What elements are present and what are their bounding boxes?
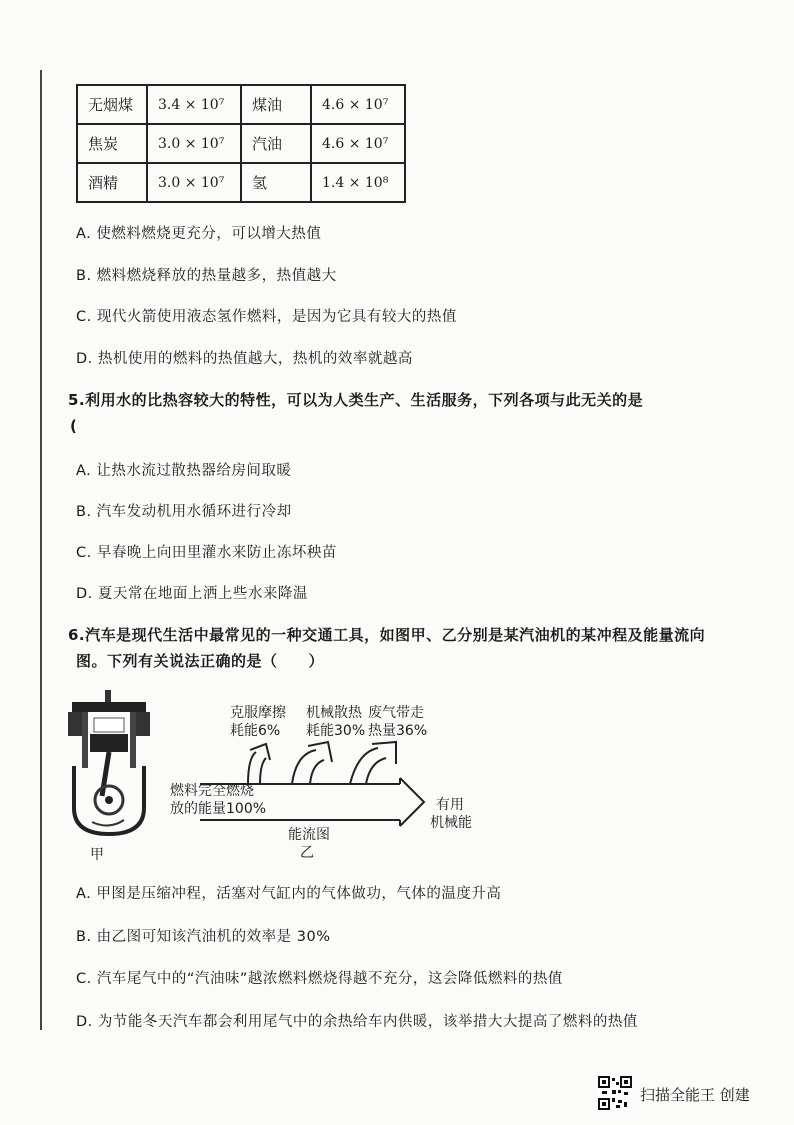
q6-option-b: B. 由乙图可知该汽油机的效率是 30% — [76, 929, 331, 945]
table-row — [77, 163, 405, 202]
heat-value: 3.0 × 10⁷ — [147, 163, 241, 202]
fuel-name: 无烟煤 — [77, 85, 147, 124]
q5-stem-cont: ( — [70, 417, 78, 435]
fuel-name: 汽油 — [241, 124, 311, 163]
q5-option-a: A. 让热水流过散热器给房间取暖 — [76, 463, 292, 479]
figure-yi-label: 乙 — [300, 845, 314, 861]
input-energy-label: 燃料完全燃烧 — [170, 783, 254, 799]
q4-option-d: D. 热机使用的燃料的热值越大，热机的效率就越高 — [76, 351, 413, 367]
q4-option-a: A. 使燃料燃烧更充分，可以增大热值 — [76, 226, 322, 242]
fuel-name: 焦炭 — [77, 124, 147, 163]
heat-value: 3.4 × 10⁷ — [147, 85, 241, 124]
heat-value: 4.6 × 10⁷ — [311, 124, 405, 163]
q5-stem: 5.利用水的比热容较大的特性，可以为人类生产、生活服务，下列各项与此无关的是 — [68, 391, 644, 409]
loss-mechanical-heat-label: 机械散热 — [306, 705, 362, 721]
figure-jia-label: 甲 — [90, 847, 104, 863]
q4-option-b: B. 燃料燃烧释放的热量越多，热值越大 — [76, 268, 337, 284]
fuel-heat-value-table — [76, 84, 406, 203]
table-row — [77, 85, 405, 124]
fuel-name: 酒精 — [77, 163, 147, 202]
figure-caption: 能流图 — [288, 827, 330, 843]
q6-option-d: D. 为节能冬天汽车都会利用尾气中的余热给车内供暖，该举措大大提高了燃料的热值 — [76, 1014, 638, 1030]
q5-option-c: C. 早春晚上向田里灌水来防止冻坏秧苗 — [76, 545, 337, 561]
spark-plug-icon — [105, 690, 111, 704]
loss-exhaust-label: 废气带走 — [368, 705, 424, 721]
q4-option-c: C. 现代火箭使用液态氢作燃料，是因为它具有较大的热值 — [76, 309, 457, 325]
scanner-watermark-text: 扫描全能王 创建 — [640, 1086, 750, 1104]
engine-cylinder-diagram — [64, 688, 154, 838]
output-mechanical-label: 机械能 — [430, 815, 472, 831]
input-energy-percent: 放的能量100% — [170, 801, 267, 817]
fuel-name: 煤油 — [241, 85, 311, 124]
q6-option-a: A. 甲图是压缩冲程，活塞对气缸内的气体做功，气体的温度升高 — [76, 886, 502, 902]
loss-friction-label: 克服摩擦 — [230, 705, 286, 721]
margin-line — [40, 70, 42, 1030]
q6-stem-cont: 图。下列有关说法正确的是（ ） — [76, 652, 325, 670]
heat-value: 4.6 × 10⁷ — [311, 85, 405, 124]
loss-friction-percent: 耗能6% — [230, 723, 281, 739]
heat-value: 1.4 × 10⁸ — [311, 163, 405, 202]
loss-mechanical-heat-percent: 耗能30% — [306, 723, 366, 739]
fuel-name: 氢 — [241, 163, 311, 202]
loss-exhaust-percent: 热量36% — [368, 723, 428, 739]
q6-stem: 6.汽车是现代生活中最常见的一种交通工具，如图甲、乙分别是某汽油机的某冲程及能量流向 — [68, 626, 706, 644]
piston-icon — [90, 734, 128, 752]
output-useful-label: 有用 — [436, 797, 464, 813]
q6-option-c: C. 汽车尾气中的“汽油味”越浓燃料燃烧得越不充分，这会降低燃料的热值 — [76, 971, 563, 987]
q5-option-d: D. 夏天常在地面上洒上些水来降温 — [76, 586, 308, 602]
qr-code-icon — [598, 1076, 632, 1110]
table-row — [77, 124, 405, 163]
q5-option-b: B. 汽车发动机用水循环进行冷却 — [76, 504, 292, 520]
heat-value: 3.0 × 10⁷ — [147, 124, 241, 163]
